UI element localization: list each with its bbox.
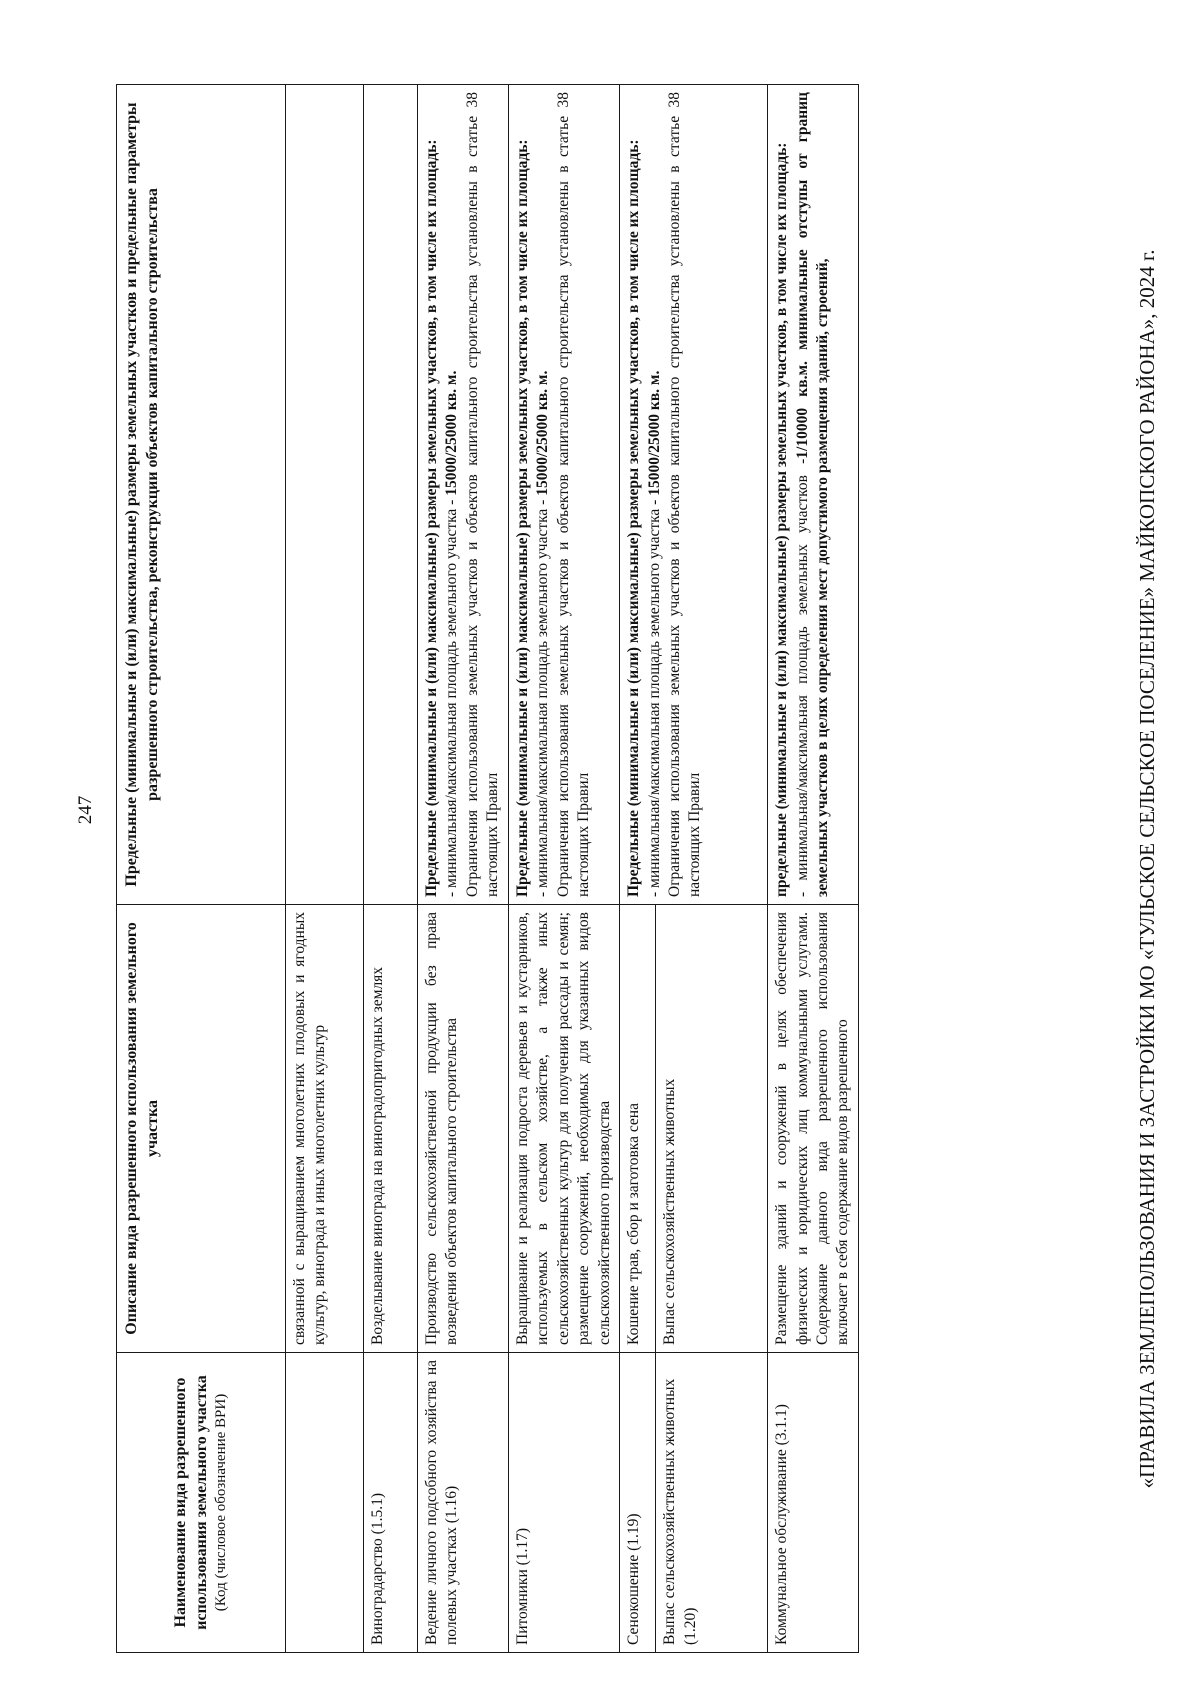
row-description-cell: Производство сельскохозяйственной продукции без права возведения объектов капитального строительства — [418, 905, 509, 1353]
header-params-column — [117, 85, 286, 905]
params-area-text: - минимальная/максимальная площадь земельного участка - — [645, 495, 663, 897]
params-area-text: - минимальная/максимальная площадь земельных участков - — [793, 458, 811, 897]
footer-title: «ПРАВИЛА ЗЕМЛЕПОЛЬЗОВАНИЯ И ЗАСТРОЙКИ МО «ТУЛЬСКОЕ СЕЛЬСКОЕ ПОСЕЛЕНИЕ» МАЙКОПСКОГО РАЙОНА», 2024 г. — [1134, 249, 1159, 1489]
table-row — [418, 85, 509, 1653]
table-row — [286, 85, 364, 1653]
row-description-cell: Выпас сельскохозяйственных животных — [656, 905, 768, 1353]
table-row — [508, 85, 619, 1653]
params-area-line — [533, 92, 553, 897]
row-params-cell — [620, 85, 768, 905]
row-name-cell — [286, 1353, 364, 1653]
header-name-column — [117, 1353, 286, 1653]
header-description-title: Описание вида разрешенного использования земельного участка — [123, 922, 162, 1335]
row-name-cell: Коммунальное обслуживание (3.1.1) — [768, 1353, 859, 1653]
table-row — [364, 85, 418, 1653]
footer-frame — [1102, 85, 1192, 1653]
row-description-cell: Кошение трав, сбор и заготовка сена — [620, 905, 656, 1353]
params-area-value: 15000/25000 кв. м. — [443, 370, 461, 496]
params-area-value: 15000/25000 кв. м. — [645, 370, 663, 496]
row-description-cell: Возделывание винограда на виноградопригодных землях — [364, 905, 418, 1353]
params-heading: предельные (минимальные и (или) максимальные) размеры земельных участков, в том числе их площадь: — [773, 142, 791, 897]
row-name-cell: Сенокошение (1.19) — [620, 1353, 656, 1653]
row-params-cell — [418, 85, 509, 905]
table-row — [620, 85, 656, 1653]
row-description-cell: Размещение зданий и сооружений в целях обеспечения физических и юридических лиц коммунальными услугами. Содержание данного вида разрешенного использования включает в себя содержание видов разрешенного — [768, 905, 859, 1353]
row-description-cell: Выращивание и реализация подроста деревьев и кустарников, используемых в сельском хозяйстве, а также иных сельскохозяйственных культур для получения рассады и семян; размещение сооружений, необходимых для указанных видов сельскохозяйственного производства — [508, 905, 619, 1353]
params-heading: Предельные (минимальные и (или) максимальные) размеры земельных участков, в том числе их площадь: — [423, 139, 440, 897]
page-number: 247 — [75, 795, 96, 825]
header-name-title: Наименование вида разрешенного использования земельного участка — [171, 1375, 211, 1630]
params-note: Ограничения использования земельных участков и объектов капитального строительства установлены в статье 38 настоящих Правил — [463, 92, 502, 897]
header-description-column — [117, 905, 286, 1353]
params-area-line — [645, 92, 665, 897]
params-note: Ограничения использования земельных участков и объектов капитального строительства установлены в статье 38 настоящих Правил — [665, 92, 704, 897]
row-name-cell: Выпас сельскохозяйственных животных (1.20) — [656, 1353, 768, 1653]
params-area-line — [442, 92, 462, 897]
header-params-title: Предельные (минимальные и (или) максимальные) размеры земельных участков и предельные параметры разрешенного строительства, реконструкции объектов капитального строительства — [123, 102, 162, 887]
row-name-cell: Ведение личного подсобного хозяйства на полевых участках (1.16) — [418, 1353, 509, 1653]
row-name-cell: Питомники (1.17) — [508, 1353, 619, 1653]
row-params-cell — [768, 85, 859, 905]
params-setback-text: минимальные отступы от границ земельных участков в целях определения мест допустимого размещения зданий, строений, — [793, 92, 831, 897]
params-area-line — [793, 92, 834, 897]
row-name-cell: Виноградарство (1.5.1) — [364, 1353, 418, 1653]
params-area-value: 1/10000 кв.м. — [793, 361, 811, 459]
params-heading: Предельные (минимальные и (или) максимальные) размеры земельных участков, в том числе их площадь: — [625, 139, 643, 897]
zoning-table — [116, 84, 859, 1653]
params-area-value: 15000/25000 кв. м. — [534, 370, 552, 496]
row-params-cell — [364, 85, 418, 905]
row-description-cell: связанной с выращиванием многолетних плодовых и ягодных культур, винограда и иных многолетних культур — [286, 905, 364, 1353]
params-note: Ограничения использования земельных участков и объектов капитального строительства установлены в статье 38 настоящих Правил — [554, 92, 593, 897]
header-name-subtitle: (Код (числовое обозначение ВРИ) — [213, 1393, 230, 1612]
row-params-cell — [286, 85, 364, 905]
params-area-text: - минимальная/максимальная площадь земельного участка - — [534, 495, 552, 897]
table-header-row — [117, 85, 286, 1653]
table-row — [768, 85, 859, 1653]
params-area-text: - минимальная/максимальная площадь земельного участка - — [443, 495, 461, 897]
rotated-table-frame — [116, 85, 1116, 1653]
params-heading: Предельные (минимальные и (или) максимальные) размеры земельных участков, в том числе их площадь: — [513, 139, 531, 897]
row-params-cell — [508, 85, 619, 905]
